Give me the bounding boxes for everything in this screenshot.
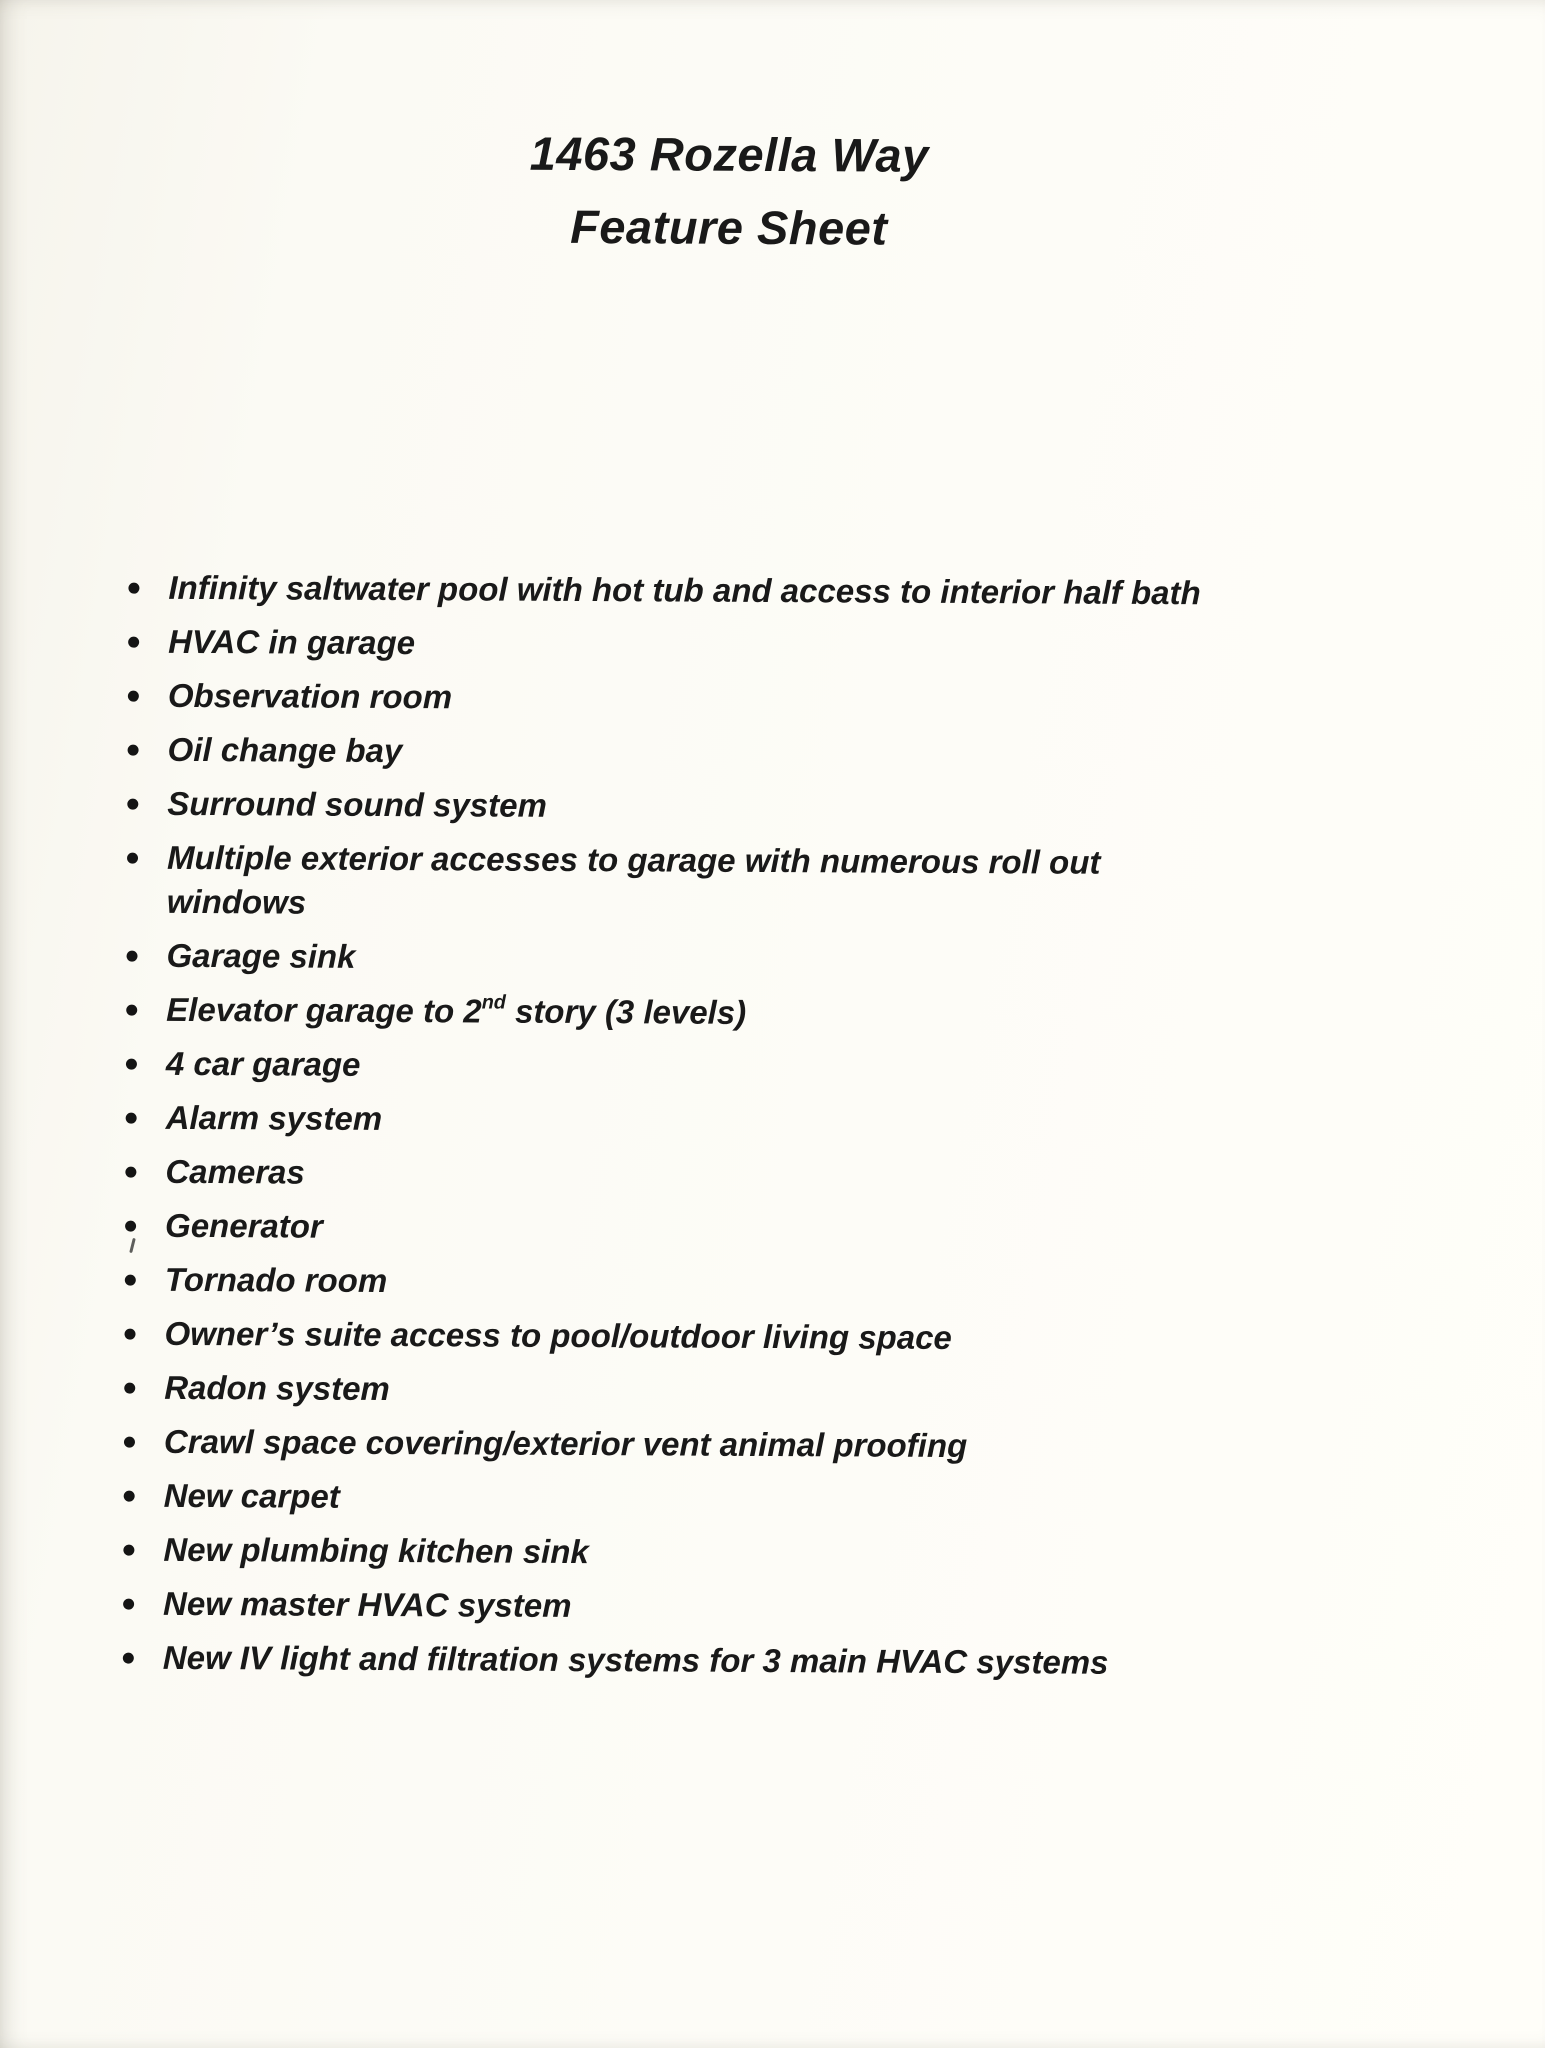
list-item-text: New carpet xyxy=(163,1476,340,1515)
list-item xyxy=(126,1096,1356,1146)
list-item xyxy=(128,566,1358,616)
list-item xyxy=(127,836,1357,930)
list-item-text: Owner’s suite access to pool/outdoor living space xyxy=(164,1314,952,1356)
list-item xyxy=(123,1528,1353,1578)
list-item-text: Generator xyxy=(165,1206,323,1245)
list-item-text: Garage sink xyxy=(166,936,356,975)
list-item-text: Alarm system xyxy=(165,1098,383,1137)
bullet-icon xyxy=(123,1545,134,1556)
list-item xyxy=(126,934,1356,984)
list-item-text: Elevator garage to 2nd story (3 levels) xyxy=(166,990,747,1031)
list-item-text: New IV light and filtration systems for 3 main HVAC systems xyxy=(162,1638,1109,1681)
bullet-icon xyxy=(126,1005,137,1016)
list-item xyxy=(126,1042,1356,1092)
list-item-text: 4 car garage xyxy=(165,1044,361,1083)
list-item-text: Crawl space covering/exterior vent animal proofing xyxy=(163,1422,968,1465)
bullet-icon xyxy=(125,1329,136,1340)
bullet-icon xyxy=(125,1275,136,1286)
list-item-text: Multiple exterior accesses to garage with numerous roll out windows xyxy=(166,838,1101,921)
list-item xyxy=(123,1636,1353,1686)
bullet-icon xyxy=(128,583,139,594)
list-item xyxy=(124,1420,1354,1470)
list-item-text: New master HVAC system xyxy=(163,1584,572,1624)
list-item-text: Cameras xyxy=(165,1152,305,1191)
list-item xyxy=(128,620,1358,670)
list-item xyxy=(127,728,1357,778)
bullet-icon xyxy=(127,853,138,864)
bullet-icon xyxy=(127,799,138,810)
list-item-text: Oil change bay xyxy=(167,730,403,770)
list-item xyxy=(124,1366,1354,1416)
bullet-icon xyxy=(124,1491,135,1502)
bullet-icon xyxy=(124,1437,135,1448)
bullet-icon xyxy=(123,1599,134,1610)
bullet-icon xyxy=(124,1383,135,1394)
list-item xyxy=(125,1258,1355,1308)
list-item xyxy=(126,988,1356,1038)
list-item xyxy=(125,1204,1355,1254)
list-item xyxy=(124,1474,1354,1524)
document-title-subtitle: Feature Sheet xyxy=(570,199,888,255)
bullet-icon xyxy=(126,1113,137,1124)
list-item-text: HVAC in garage xyxy=(168,622,416,662)
list-item-text: Tornado room xyxy=(164,1260,388,1299)
list-item-text: New plumbing kitchen sink xyxy=(163,1530,589,1571)
bullet-icon xyxy=(128,637,139,648)
list-item-text: Observation room xyxy=(167,676,453,716)
document-title-address: 1463 Rozella Way xyxy=(529,126,929,182)
bullet-icon xyxy=(126,951,137,962)
list-item-text: Surround sound system xyxy=(167,784,547,824)
bullet-icon xyxy=(125,1167,136,1178)
list-item xyxy=(125,1150,1355,1200)
bullet-icon xyxy=(123,1653,134,1664)
bullet-icon xyxy=(125,1221,136,1232)
bullet-icon xyxy=(126,1059,137,1070)
list-item-text: Radon system xyxy=(164,1368,390,1408)
list-item xyxy=(123,1582,1353,1632)
bullet-icon xyxy=(128,745,139,756)
list-item xyxy=(128,674,1358,724)
list-item xyxy=(124,1312,1354,1362)
feature-list xyxy=(0,565,1545,1687)
list-item-text: Infinity saltwater pool with hot tub and access to interior half bath xyxy=(168,568,1201,612)
bullet-icon xyxy=(128,691,139,702)
list-item xyxy=(127,782,1357,832)
